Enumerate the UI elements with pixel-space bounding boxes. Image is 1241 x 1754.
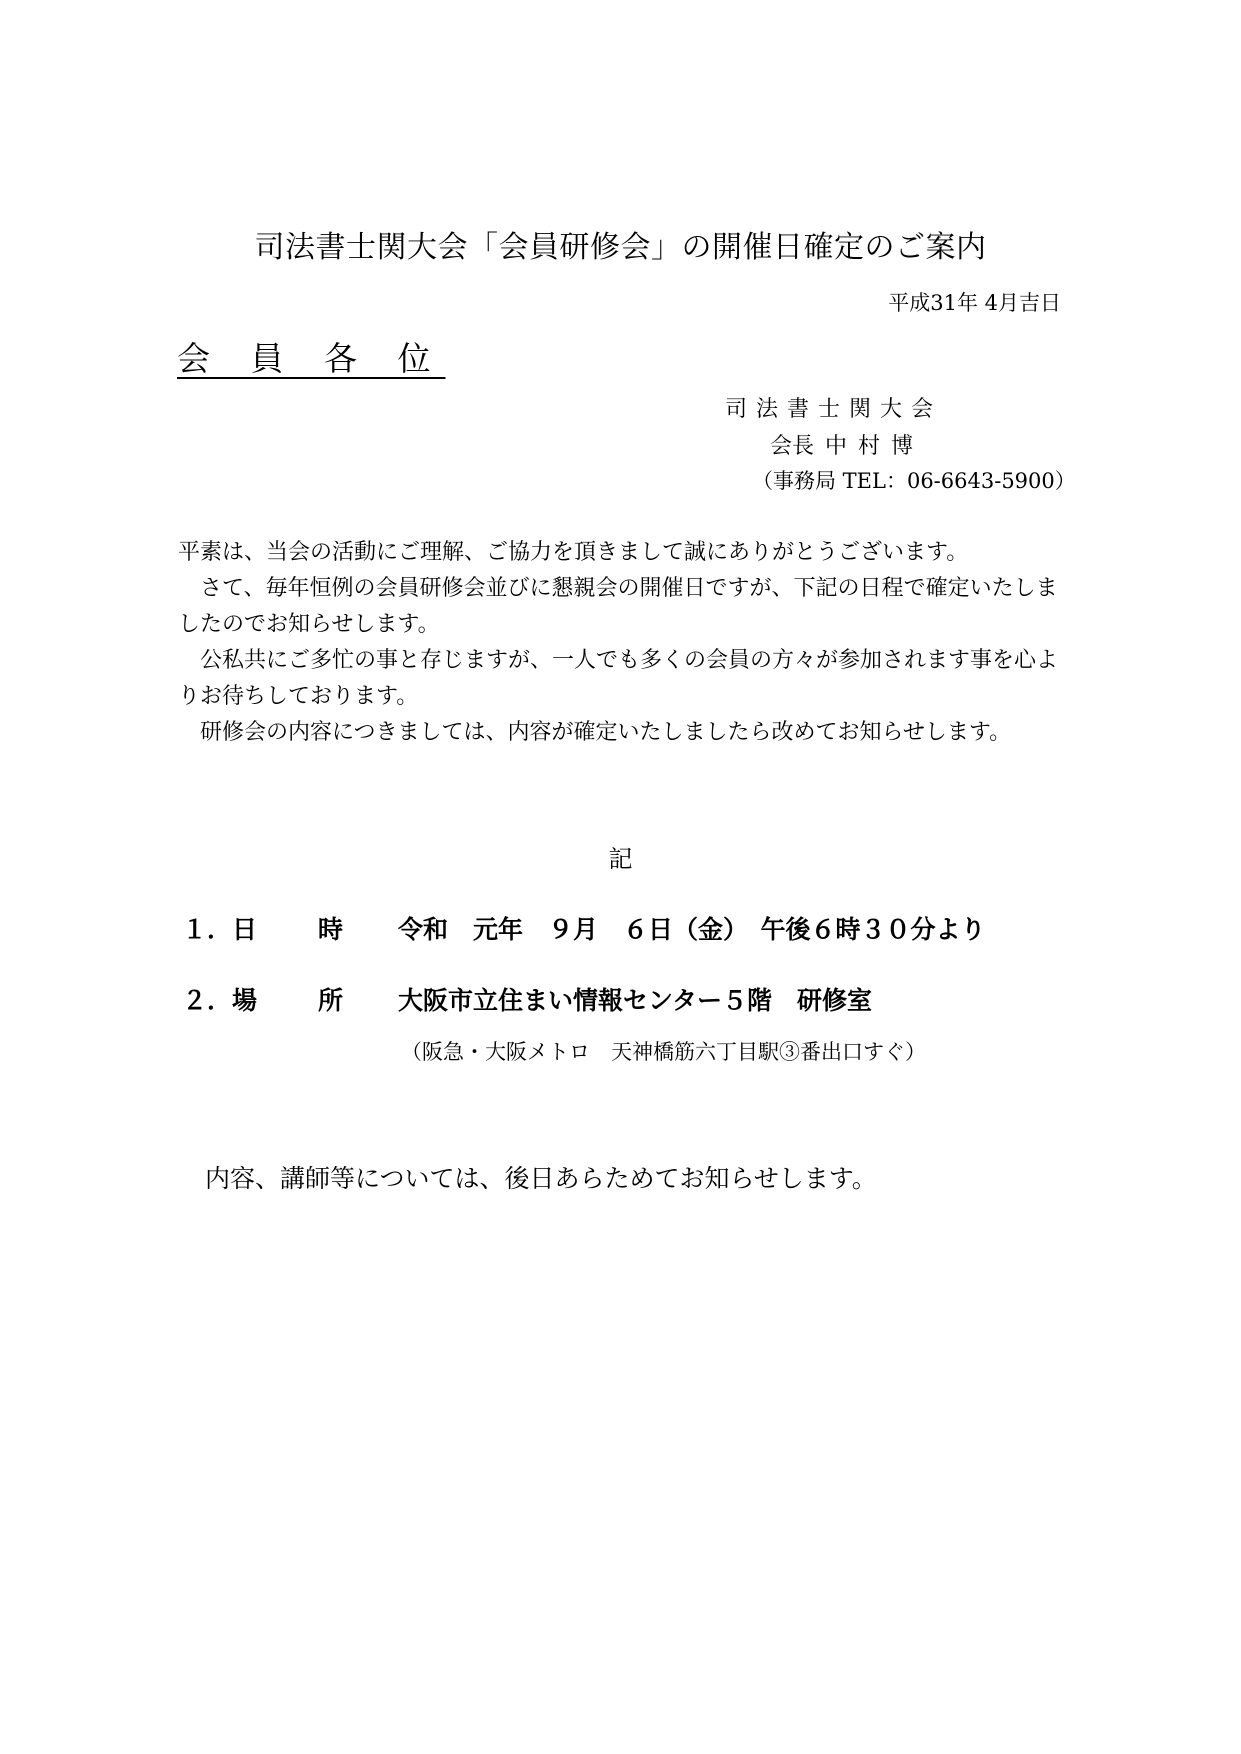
item-label: 場 — [232, 986, 258, 1015]
sender-office-contact: （事務局 TEL：06-6643-5900） — [752, 469, 1076, 493]
item-number: １． — [182, 915, 233, 944]
document-title: 司法書士関大会「会員研修会」の開催日確定のご案内 — [254, 230, 987, 265]
closing-note: 内容、講師等については、後日あらためてお知らせします。 — [205, 1164, 877, 1193]
issue-date: 平成31年 4月吉日 — [888, 291, 1061, 315]
sender-organization: 司法書士関大会 — [725, 397, 943, 422]
ki-heading: 記 — [608, 845, 633, 873]
body-paragraph-3: 公私共にご多忙の事と存じますが、一人でも多くの会員の方々が参加されます事を心よりお待ちしております。 — [178, 648, 1059, 709]
item-label: 時 — [318, 915, 344, 944]
item-label: 所 — [318, 986, 344, 1015]
item-value-datetime: 令和 元年 ９月 ６日（金） 午後６時３０分より — [398, 915, 986, 944]
item-label: 日 — [232, 915, 258, 944]
body-paragraph-2: さて、毎年恒例の会員研修会並びに懇親会の開催日ですが、下記の日程で確定いたしましたのでお知らせします。 — [178, 576, 1058, 637]
addressee: 会 員 各 位 — [177, 339, 446, 378]
sender-president: 会長 中 村 博 — [770, 434, 913, 459]
body-paragraph-1: 平素は、当会の活動にご理解、ご協力を頂きまして誠にありがとうございます。 — [178, 540, 969, 565]
body-paragraph-4: 研修会の内容につきましては、内容が確定いたしましたら改めてお知らせします。 — [200, 720, 1012, 745]
item-number: ２． — [182, 986, 233, 1015]
item-value-venue: 大阪市立住まい情報センター５階 研修室 — [398, 986, 873, 1015]
access-note: （阪急・大阪メトロ 天神橋筋六丁目駅③番出口すぐ） — [401, 1040, 926, 1064]
